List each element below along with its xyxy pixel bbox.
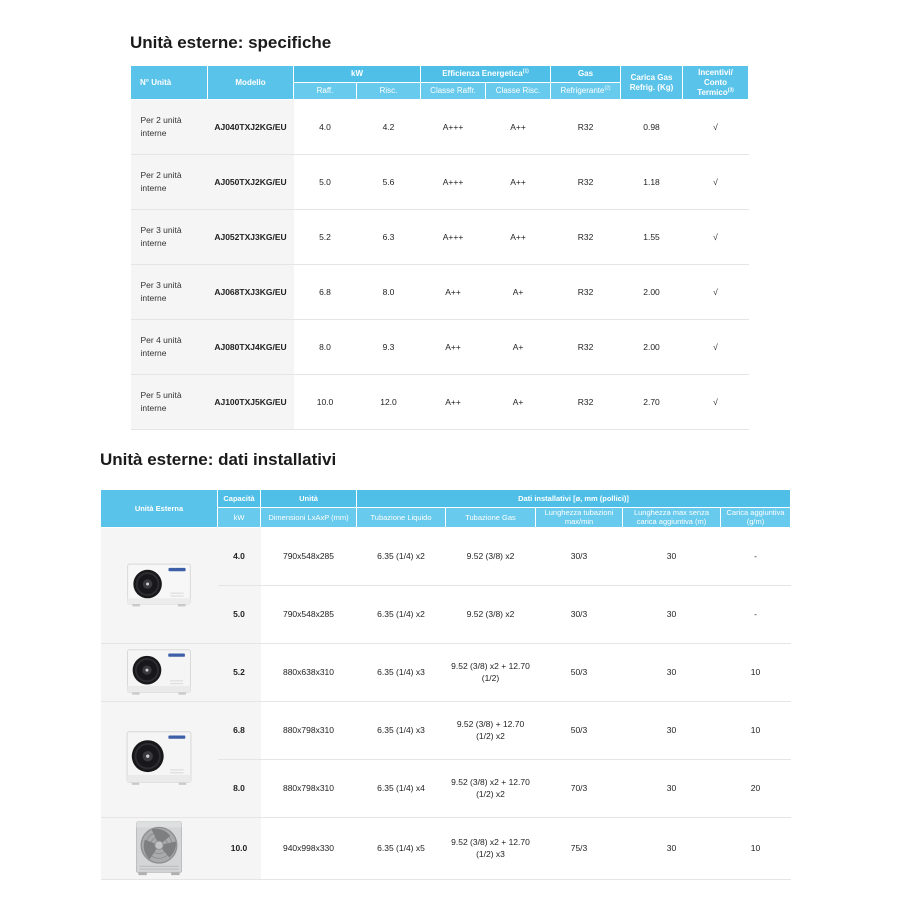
cell-lunghezza-tubazioni: 50/3 bbox=[536, 643, 623, 701]
cell-dimensioni: 880x638x310 bbox=[261, 643, 357, 701]
table-row bbox=[101, 817, 791, 879]
col-subheader-tubazione-gas: Tubazione Gas bbox=[446, 508, 536, 528]
cell-gas: R32 bbox=[551, 375, 621, 430]
cell-carica: 1.55 bbox=[621, 210, 683, 265]
cell-tubazione-gas: 9.52 (3/8) x2 bbox=[446, 527, 536, 585]
cell-dimensioni: 880x798x310 bbox=[261, 701, 357, 759]
table2-title: Unità esterne: dati installativi bbox=[100, 450, 337, 469]
col-subheader-kw: kW bbox=[218, 508, 261, 528]
col-subheader-refrigerante bbox=[551, 83, 621, 100]
cell-tubazione-gas: 9.52 (3/8) x2 + 12.70 (1/2) bbox=[446, 643, 536, 701]
cell-incentivi-check: √ bbox=[683, 265, 749, 320]
cell-lunghezza-max: 30 bbox=[623, 585, 721, 643]
col-header-carica-gas: Carica Gas Refrig. (Kg) bbox=[621, 66, 683, 100]
cell-risc: 12.0 bbox=[357, 375, 421, 430]
cell-lunghezza-max: 30 bbox=[623, 701, 721, 759]
efficienza-footnote: (1) bbox=[522, 68, 529, 75]
cell-tubazione-gas: 9.52 (3/8) x2 + 12.70 (1/2) x2 bbox=[446, 759, 536, 817]
cell-modello: AJ040TXJ2KG/EU bbox=[208, 100, 294, 155]
incentivi-footnote: (3) bbox=[727, 86, 734, 93]
col-subheader-tubazione-liquido: Tubazione Liquido bbox=[357, 508, 446, 528]
cell-risc: 6.3 bbox=[357, 210, 421, 265]
cell-lunghezza-tubazioni: 30/3 bbox=[536, 585, 623, 643]
table-row bbox=[131, 265, 749, 320]
cell-classe-raff: A+++ bbox=[421, 155, 486, 210]
col-subheader-lunghezza-max: Lunghezza max senza carica aggiuntiva (m) bbox=[623, 508, 721, 528]
cell-incentivi-check: √ bbox=[683, 375, 749, 430]
cell-capacita: 6.8 bbox=[218, 701, 261, 759]
cell-carica-aggiuntiva: 10 bbox=[721, 701, 791, 759]
cell-carica: 2.00 bbox=[621, 320, 683, 375]
cell-dimensioni: 790x548x285 bbox=[261, 585, 357, 643]
col-header-unita-esterna: Unità Esterna bbox=[101, 490, 218, 528]
cell-tubazione-gas: 9.52 (3/8) x2 bbox=[446, 585, 536, 643]
cell-carica: 2.70 bbox=[621, 375, 683, 430]
installation-data-table bbox=[100, 489, 791, 880]
cell-incentivi-check: √ bbox=[683, 155, 749, 210]
cell-classe-risc: A+ bbox=[486, 375, 551, 430]
cell-tubazione-liquido: 6.35 (1/4) x5 bbox=[357, 817, 446, 879]
col-header-incentivi bbox=[683, 66, 749, 100]
cell-incentivi-check: √ bbox=[683, 100, 749, 155]
cell-classe-risc: A+ bbox=[486, 320, 551, 375]
table-row bbox=[131, 155, 749, 210]
cell-lunghezza-max: 30 bbox=[623, 643, 721, 701]
col-subheader-classe-raff: Classe Raffr. bbox=[421, 83, 486, 100]
cell-risc: 8.0 bbox=[357, 265, 421, 320]
cell-classe-raff: A++ bbox=[421, 320, 486, 375]
cell-carica-aggiuntiva: 20 bbox=[721, 759, 791, 817]
cell-n-unita: Per 4 unità interne bbox=[131, 320, 208, 375]
cell-modello: AJ050TXJ2KG/EU bbox=[208, 155, 294, 210]
col-subheader-lunghezza-tubazioni: Lunghezza tubazioni max/min bbox=[536, 508, 623, 528]
cell-modello: AJ080TXJ4KG/EU bbox=[208, 320, 294, 375]
cell-dimensioni: 880x798x310 bbox=[261, 759, 357, 817]
cell-n-unita: Per 5 unità interne bbox=[131, 375, 208, 430]
cell-classe-risc: A+ bbox=[486, 265, 551, 320]
cell-raff: 6.8 bbox=[294, 265, 357, 320]
cell-carica: 0.98 bbox=[621, 100, 683, 155]
col-group-unita: Unità bbox=[261, 490, 357, 508]
cell-classe-risc: A++ bbox=[486, 210, 551, 265]
refrigerante-label: Refrigerante bbox=[560, 86, 605, 95]
cell-capacita: 5.2 bbox=[218, 643, 261, 701]
cell-n-unita: Per 3 unità interne bbox=[131, 265, 208, 320]
cell-carica-aggiuntiva: 10 bbox=[721, 643, 791, 701]
cell-classe-raff: A+++ bbox=[421, 210, 486, 265]
col-subheader-dimensioni: Dimensioni LxAxP (mm) bbox=[261, 508, 357, 528]
cell-tubazione-gas: 9.52 (3/8) + 12.70 (1/2) x2 bbox=[446, 701, 536, 759]
table-row bbox=[131, 100, 749, 155]
cell-dimensioni: 790x548x285 bbox=[261, 527, 357, 585]
cell-modello: AJ100TXJ5KG/EU bbox=[208, 375, 294, 430]
col-group-capacita: Capacità bbox=[218, 490, 261, 508]
outdoor-unit-medium-illustration bbox=[101, 644, 218, 701]
specifications-table bbox=[130, 65, 749, 430]
table-row bbox=[101, 527, 791, 585]
cell-classe-raff: A++ bbox=[421, 375, 486, 430]
cell-gas: R32 bbox=[551, 155, 621, 210]
cell-tubazione-liquido: 6.35 (1/4) x3 bbox=[357, 643, 446, 701]
cell-lunghezza-max: 30 bbox=[623, 759, 721, 817]
cell-carica-aggiuntiva: 10 bbox=[721, 817, 791, 879]
cell-incentivi-check: √ bbox=[683, 320, 749, 375]
cell-raff: 4.0 bbox=[294, 100, 357, 155]
cell-tubazione-liquido: 6.35 (1/4) x2 bbox=[357, 527, 446, 585]
cell-n-unita: Per 3 unità interne bbox=[131, 210, 208, 265]
cell-modello: AJ052TXJ3KG/EU bbox=[208, 210, 294, 265]
cell-lunghezza-tubazioni: 30/3 bbox=[536, 527, 623, 585]
table1-title: Unità esterne: specifiche bbox=[130, 33, 332, 52]
col-subheader-carica-aggiuntiva: Carica aggiuntiva (g/m) bbox=[721, 508, 791, 528]
col-subheader-risc: Risc. bbox=[357, 83, 421, 100]
cell-capacita: 10.0 bbox=[218, 817, 261, 879]
col-header-n-unita: N° Unità bbox=[131, 66, 208, 100]
cell-gas: R32 bbox=[551, 100, 621, 155]
cell-tubazione-liquido: 6.35 (1/4) x2 bbox=[357, 585, 446, 643]
incentivi-line2: Conto Termico bbox=[697, 77, 728, 97]
col-group-gas: Gas bbox=[551, 66, 621, 83]
cell-risc: 5.6 bbox=[357, 155, 421, 210]
outdoor-unit-image-extra-large bbox=[101, 817, 218, 879]
cell-raff: 8.0 bbox=[294, 320, 357, 375]
cell-lunghezza-max: 30 bbox=[623, 817, 721, 879]
cell-lunghezza-tubazioni: 70/3 bbox=[536, 759, 623, 817]
outdoor-unit-large-illustration bbox=[101, 702, 218, 817]
col-group-efficienza bbox=[421, 66, 551, 83]
cell-n-unita: Per 2 unità interne bbox=[131, 155, 208, 210]
cell-dimensioni: 940x998x330 bbox=[261, 817, 357, 879]
cell-capacita: 8.0 bbox=[218, 759, 261, 817]
table-row bbox=[131, 375, 749, 430]
table-row bbox=[131, 210, 749, 265]
cell-lunghezza-tubazioni: 50/3 bbox=[536, 701, 623, 759]
cell-risc: 9.3 bbox=[357, 320, 421, 375]
cell-n-unita: Per 2 unità interne bbox=[131, 100, 208, 155]
cell-lunghezza-tubazioni: 75/3 bbox=[536, 817, 623, 879]
col-header-modello: Modello bbox=[208, 66, 294, 100]
refrigerante-footnote: (2) bbox=[604, 85, 611, 92]
cell-carica-aggiuntiva: - bbox=[721, 585, 791, 643]
cell-classe-raff: A+++ bbox=[421, 100, 486, 155]
cell-capacita: 5.0 bbox=[218, 585, 261, 643]
cell-carica-aggiuntiva: - bbox=[721, 527, 791, 585]
cell-gas: R32 bbox=[551, 210, 621, 265]
cell-classe-risc: A++ bbox=[486, 100, 551, 155]
table-row bbox=[131, 320, 749, 375]
cell-tubazione-liquido: 6.35 (1/4) x3 bbox=[357, 701, 446, 759]
col-subheader-raff: Raff. bbox=[294, 83, 357, 100]
efficienza-label: Efficienza Energetica bbox=[442, 69, 523, 78]
cell-modello: AJ068TXJ3KG/EU bbox=[208, 265, 294, 320]
outdoor-unit-image-medium bbox=[101, 643, 218, 701]
cell-raff: 10.0 bbox=[294, 375, 357, 430]
col-subheader-classe-risc: Classe Risc. bbox=[486, 83, 551, 100]
outdoor-unit-extra-large-illustration bbox=[101, 818, 218, 879]
cell-raff: 5.0 bbox=[294, 155, 357, 210]
outdoor-unit-image-small bbox=[101, 527, 218, 643]
cell-capacita: 4.0 bbox=[218, 527, 261, 585]
cell-carica: 1.18 bbox=[621, 155, 683, 210]
incentivi-line1: Incentivi/ bbox=[698, 67, 733, 77]
cell-tubazione-liquido: 6.35 (1/4) x4 bbox=[357, 759, 446, 817]
cell-gas: R32 bbox=[551, 320, 621, 375]
cell-gas: R32 bbox=[551, 265, 621, 320]
col-group-dati-installativi: Dati installativi [ø, mm (pollici)] bbox=[357, 490, 791, 508]
cell-classe-raff: A++ bbox=[421, 265, 486, 320]
table-row bbox=[101, 701, 791, 759]
cell-risc: 4.2 bbox=[357, 100, 421, 155]
cell-tubazione-gas: 9.52 (3/8) x2 + 12.70 (1/2) x3 bbox=[446, 817, 536, 879]
cell-carica: 2.00 bbox=[621, 265, 683, 320]
outdoor-unit-small-illustration bbox=[101, 528, 218, 643]
cell-raff: 5.2 bbox=[294, 210, 357, 265]
cell-lunghezza-max: 30 bbox=[623, 527, 721, 585]
outdoor-unit-image-large bbox=[101, 701, 218, 817]
cell-incentivi-check: √ bbox=[683, 210, 749, 265]
table-row bbox=[101, 643, 791, 701]
col-group-kw: kW bbox=[294, 66, 421, 83]
cell-classe-risc: A++ bbox=[486, 155, 551, 210]
